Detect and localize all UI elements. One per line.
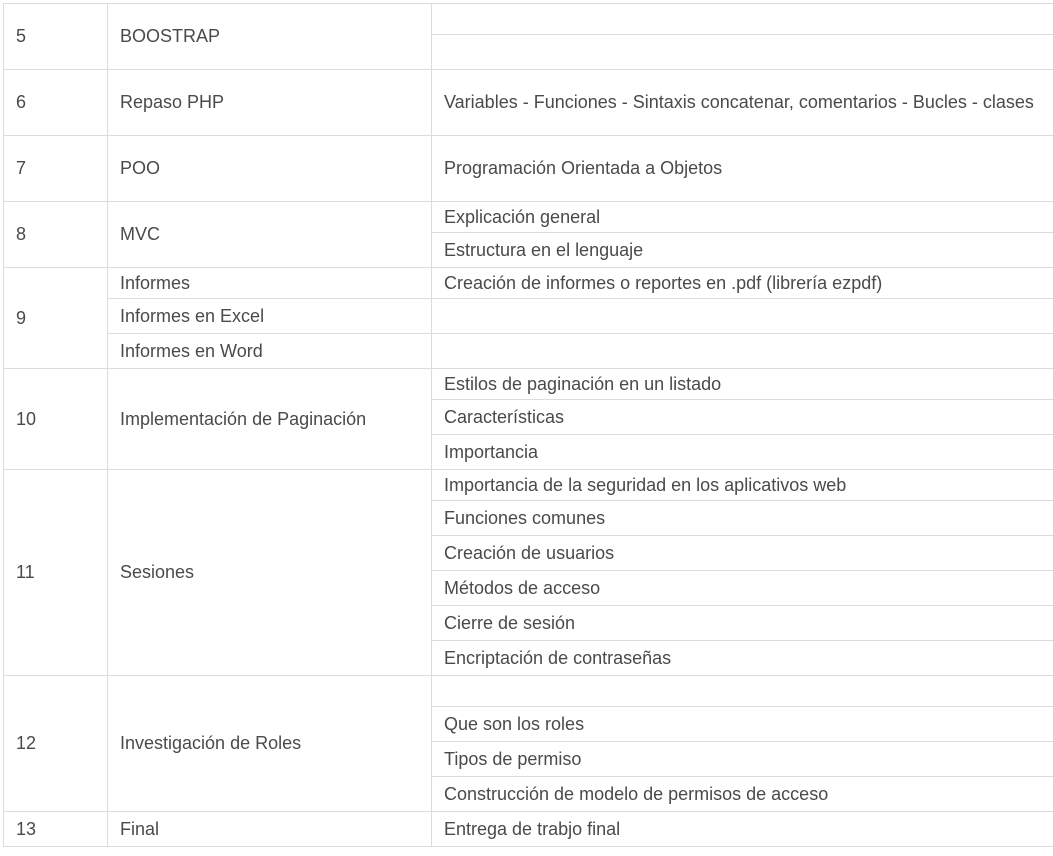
unit-detail-cell: Variables - Funciones - Sintaxis concatenar, comentarios - Bucles - clases <box>432 70 1053 136</box>
unit-topic-cell: POO <box>108 136 432 202</box>
unit-detail-cell: Características <box>432 400 1053 435</box>
unit-detail-cell: Encriptación de contraseñas <box>432 641 1053 676</box>
unit-detail-cell <box>432 35 1053 70</box>
unit-detail-cell: Importancia de la seguridad en los aplicativos web <box>432 470 1053 501</box>
unit-number-cell: 12 <box>4 676 108 812</box>
unit-topic-cell: Informes en Word <box>108 334 432 369</box>
unit-topic-cell: Final <box>108 812 432 847</box>
table-row <box>4 470 1053 501</box>
unit-detail-cell: Creación de usuarios <box>432 536 1053 571</box>
unit-number-cell: 11 <box>4 470 108 676</box>
syllabus-table-body <box>4 4 1053 847</box>
unit-detail-cell: Entrega de trabjo final <box>432 812 1053 847</box>
unit-topic-cell: Informes <box>108 268 432 299</box>
unit-detail-cell: Que son los roles <box>432 707 1053 742</box>
unit-topic-cell: Repaso PHP <box>108 70 432 136</box>
unit-topic-cell: Sesiones <box>108 470 432 676</box>
unit-detail-cell: Explicación general <box>432 202 1053 233</box>
table-row <box>4 4 1053 35</box>
unit-topic-cell: BOOSTRAP <box>108 4 432 70</box>
table-row <box>4 202 1053 233</box>
unit-detail-cell: Tipos de permiso <box>432 742 1053 777</box>
table-row <box>4 268 1053 299</box>
unit-detail-cell: Construcción de modelo de permisos de acceso <box>432 777 1053 812</box>
table-row <box>4 299 1053 334</box>
unit-detail-cell: Importancia <box>432 435 1053 470</box>
unit-number-cell: 6 <box>4 70 108 136</box>
syllabus-table <box>3 3 1053 847</box>
unit-number-cell: 5 <box>4 4 108 70</box>
unit-detail-cell: Cierre de sesión <box>432 606 1053 641</box>
unit-topic-cell: Informes en Excel <box>108 299 432 334</box>
unit-detail-cell <box>432 334 1053 369</box>
table-row <box>4 369 1053 400</box>
unit-detail-cell: Creación de informes o reportes en .pdf (librería ezpdf) <box>432 268 1053 299</box>
unit-detail-cell: Funciones comunes <box>432 501 1053 536</box>
table-row <box>4 334 1053 369</box>
unit-number-cell: 10 <box>4 369 108 470</box>
unit-detail-cell <box>432 4 1053 35</box>
unit-detail-cell: Programación Orientada a Objetos <box>432 136 1053 202</box>
unit-detail-cell: Estructura en el lenguaje <box>432 233 1053 268</box>
unit-number-cell: 8 <box>4 202 108 268</box>
table-row <box>4 676 1053 707</box>
unit-topic-cell: Investigación de Roles <box>108 676 432 812</box>
unit-number-cell: 13 <box>4 812 108 847</box>
table-row <box>4 812 1053 847</box>
table-row <box>4 136 1053 202</box>
table-row <box>4 70 1053 136</box>
unit-detail-cell <box>432 299 1053 334</box>
unit-detail-cell: Estilos de paginación en un listado <box>432 369 1053 400</box>
unit-number-cell: 9 <box>4 268 108 369</box>
unit-number-cell: 7 <box>4 136 108 202</box>
unit-topic-cell: MVC <box>108 202 432 268</box>
unit-detail-cell <box>432 676 1053 707</box>
syllabus-table-container <box>3 3 1053 847</box>
unit-topic-cell: Implementación de Paginación <box>108 369 432 470</box>
unit-detail-cell: Métodos de acceso <box>432 571 1053 606</box>
